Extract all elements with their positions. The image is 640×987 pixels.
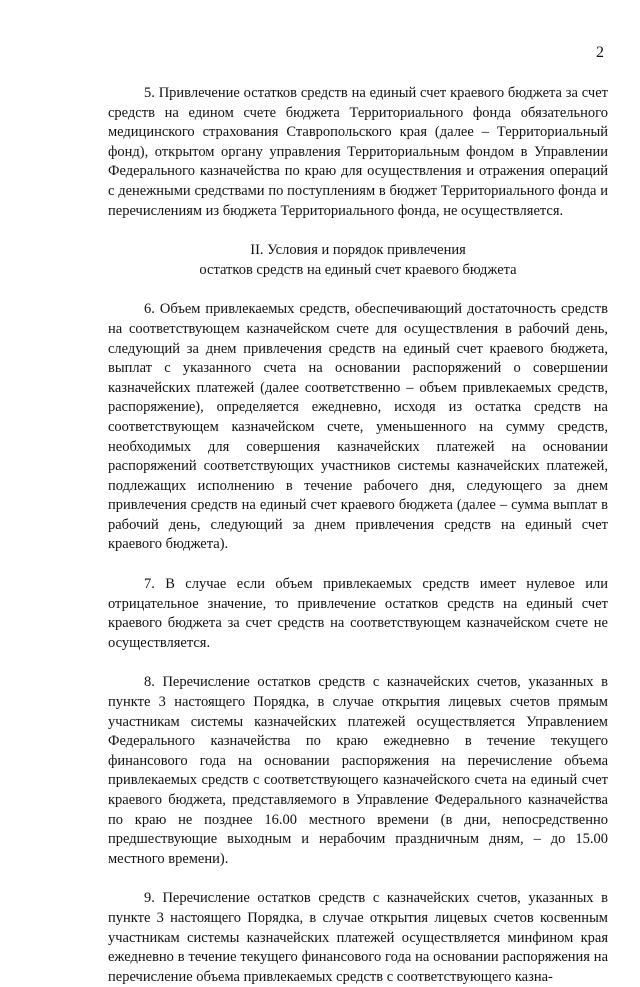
section-title-line-1: II. Условия и порядок привлечения — [250, 242, 466, 259]
page-number: 2 — [596, 44, 604, 61]
paragraph-5: 5. Привлечение остатков средств на единый счет краевого бюджета за счет средств на едином счете бюджета Территориального фонда обязательного медицинского страхования Ставропольского края (далее – Территориальный фонд), открытом органу управления Территориальным фондом в Управлении Федерального казначейства по краю для осуществления и отражения операций с денежными средствами по поступлениям в бюджет Территориального фонда и перечислениям из бюджета Территориального фонда, не осуществляется. — [108, 85, 608, 219]
spacer — [108, 280, 608, 300]
paragraph-7: 7. В случае если объем привлекаемых средств имеет нулевое или отрицательное значение, то привлечение остатков средств на единый счет краевого бюджета за счет средств на соответствующем казначейском счете не осуществляется. — [108, 576, 608, 651]
spacer — [108, 221, 608, 241]
paragraph-8: 8. Перечисление остатков средств с казначейских счетов, указанных в пункте 3 настоящего Порядка, в случае открытия лицевых счетов прямым участникам системы казначейских платежей осуществляется Управлением Федерального казначейства по краю ежедневно в течение текущего финансового года на основании распоряжения на перечисление объема привлекаемых средств с соответствующего казначейского счета на единый счет краевого бюджета, представляемого в Управление Федерального казначейства по краю не позднее 16.00 местного времени (в дни, непосредственно предшествующие выходным и нерабочим праздничным дням, – до 15.00 местного времени). — [108, 674, 608, 867]
spacer — [108, 869, 608, 889]
spacer — [108, 653, 608, 673]
spacer — [108, 555, 608, 575]
document-body — [108, 84, 608, 987]
paragraph-6: 6. Объем привлекаемых средств, обеспечивающий достаточность средств на соответствующем казначейском счете для осуществления в рабочий день, следующий за днем привлечения средств на единый счет краевого бюджета, выплат с указанного счета на основании распоряжений о совершении казначейских платежей (далее соответственно – объем привлекаемых средств, распоряжение), определяется ежедневно, исходя из остатка средств на соответствующем казначейском счете, уменьшенного на сумму средств, необходимых для совершения казначейских платежей на основании распоряжений соответствующих участников системы казначейских платежей, подлежащих исполнению в течение рабочего дня, следующего за днем привлечения средств на единый счет краевого бюджета (далее – сумма выплат в рабочий день, следующий за днем привлечения средств на единый счет краевого бюджета). — [108, 301, 608, 553]
section-title-line-2: остатков средств на единый счет краевого бюджета — [199, 261, 517, 278]
section-heading — [108, 241, 608, 280]
paragraph-9: 9. Перечисление остатков средств с казначейских счетов, указанных в пункте 3 настоящего Порядка, в случае открытия лицевых счетов косвенным участникам системы казначейских платежей осуществляется минфином края ежедневно в течение текущего финансового года на основании распоряжения на перечисление объема привлекаемых средств с соответствующего казна- — [108, 890, 608, 985]
